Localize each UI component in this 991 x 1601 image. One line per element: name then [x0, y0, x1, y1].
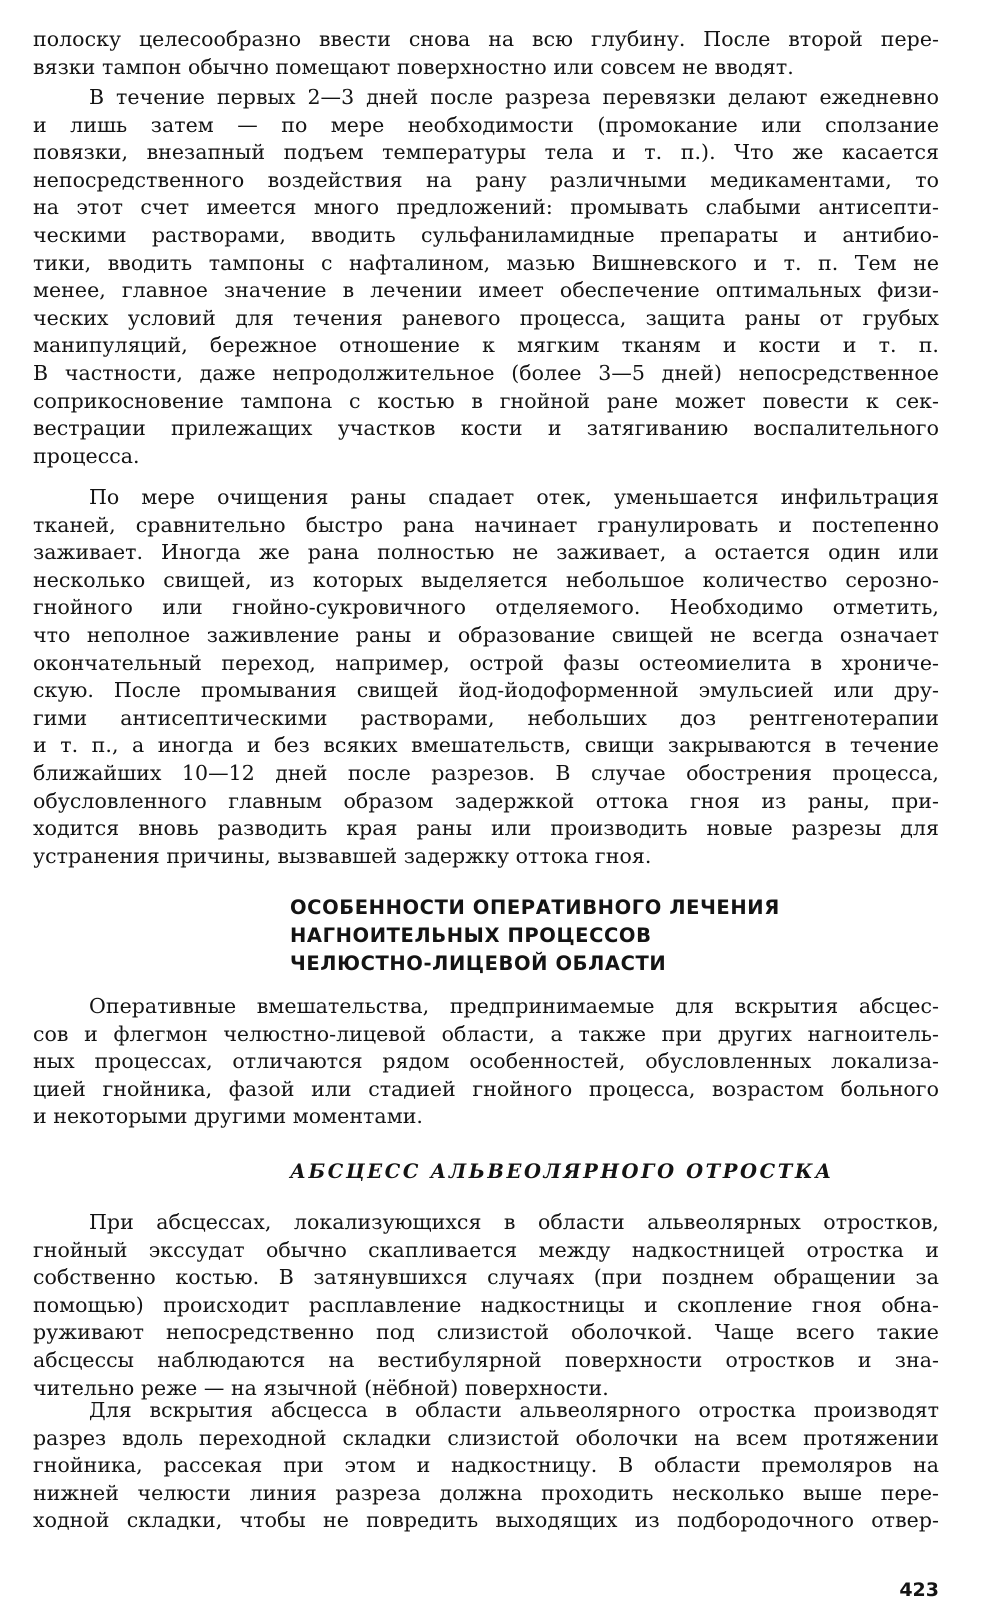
text-line: обусловленного главным образом задержкой оттока гноя из раны, при- [33, 788, 939, 813]
text-line: помощью) происходит расплавление надкостницы и скопление гноя обна- [33, 1292, 939, 1317]
text-line: гнойный экссудат обычно скапливается между надкостницей отростка и [33, 1237, 939, 1262]
text-line: соприкосновение тампона с костью в гнойной ране может повести к сек- [33, 388, 939, 413]
paragraph-incision [33, 1397, 939, 1535]
section-heading-line: ОСОБЕННОСТИ ОПЕРАТИВНОГО ЛЕЧЕНИЯ [290, 896, 780, 919]
text-line: процесса. [33, 443, 140, 468]
text-line: и некоторыми другими моментами. [33, 1104, 423, 1129]
text-line: цией гнойника, фазой или стадией гнойного процесса, возрастом больного [33, 1076, 939, 1101]
text-line: окончательный переход, например, острой фазы остеомиелита в хрониче- [33, 650, 939, 675]
text-line: тканей, сравнительно быстро рана начинает гранулировать и постепенно [33, 512, 939, 537]
text-line: гнойника, рассекая при этом и надкостницу. В области премоляров на [33, 1453, 939, 1478]
section-heading [290, 894, 910, 978]
text-line: При абсцессах, локализующихся в области альвеолярных отростков, [89, 1210, 939, 1234]
text-line: руживают непосредственно под слизистой оболочкой. Чаще всего такие [33, 1320, 939, 1345]
text-line: что неполное заживление раны и образование свищей не всегда означает [33, 622, 939, 647]
text-line: абсцессы наблюдаются на вестибулярной поверхности отростков и зна- [33, 1347, 939, 1372]
text-line: полоску целесообразно ввести снова на всю глубину. После второй пере- [33, 27, 939, 51]
text-line: манипуляций, бережное отношение к мягким тканям и кости и т. п. [33, 333, 939, 358]
text-line: В частности, даже непродолжительное (более 3—5 дней) непосредственное [33, 360, 939, 385]
text-line: ческими растворами, вводить сульфаниламидные препараты и антибио- [33, 222, 939, 247]
text-line: По мере очищения раны спадает отек, уменьшается инфильтрация [89, 485, 939, 509]
text-line: непосредственного воздействия на рану различными медикаментами, то [33, 167, 939, 192]
text-line: на этот счет имеется много предложений: промывать слабыми антисепти- [33, 195, 939, 220]
text-line: устранения причины, вызвавшей задержку оттока гноя. [33, 843, 652, 868]
text-line: сов и флегмон челюстно-лицевой области, а также при других нагноитель- [33, 1021, 939, 1046]
text-line: ных процессах, отличаются рядом особенностей, обусловленных локализа- [33, 1049, 939, 1074]
text-line: разрез вдоль переходной складки слизистой оболочки на всем протяжении [33, 1425, 939, 1450]
text-line: вязки тампон обычно помещают поверхностно или совсем не вводят. [33, 54, 794, 79]
text-line: В течение первых 2—3 дней после разреза перевязки делают ежедневно [89, 85, 939, 109]
text-line: гнойного или гнойно-сукровичного отделяемого. Необходимо отметить, [33, 595, 939, 620]
text-line: Оперативные вмешательства, предпринимаемые для вскрытия абсцес- [89, 994, 939, 1018]
paragraph-abscess [33, 1209, 939, 1402]
text-line: собственно костью. В затянувшихся случаях (при позднем обращении за [33, 1265, 939, 1290]
text-line: ходится вновь разводить края раны или производить новые разрезы для [33, 816, 939, 841]
text-line: ближайших 10—12 дней после разрезов. В случае обострения процесса, [33, 760, 939, 785]
text-line: нижней челюсти линия разреза должна проходить несколько выше пере- [33, 1480, 939, 1505]
paragraph-features [33, 993, 939, 1131]
text-line: несколько свищей, из которых выделяется небольшое количество серозно- [33, 567, 939, 592]
paragraph-dressings [33, 84, 939, 470]
paragraph-healing [33, 484, 939, 870]
text-line: вестрации прилежащих участков кости и затягиванию воспалительного [33, 416, 939, 441]
book-page [33, 26, 939, 1601]
page-number: 423 [899, 1579, 939, 1601]
text-line: и т. п., а иногда и без всяких вмешательств, свищи закрываются в течение [33, 733, 939, 758]
text-line: и лишь затем — по мере необходимости (промокание или сползание [33, 112, 939, 137]
text-line: чительно реже — на язычной (нёбной) поверхности. [33, 1375, 609, 1400]
text-line: ческих условий для течения раневого процесса, защита раны от грубых [33, 305, 939, 330]
text-line: скую. После промывания свищей йод-йодоформенной эмульсией или дру- [33, 678, 939, 703]
subsection-heading: АБСЦЕСС АЛЬВЕОЛЯРНОГО ОТРОСТКА [290, 1160, 834, 1183]
text-line: ходной складки, чтобы не повредить выходящих из подбородочного отвер- [33, 1508, 939, 1533]
section-heading-line: ЧЕЛЮСТНО-ЛИЦЕВОЙ ОБЛАСТИ [290, 952, 667, 975]
paragraph-continued [33, 26, 939, 81]
text-line: менее, главное значение в лечении имеет обеспечение оптимальных физи- [33, 278, 939, 303]
text-line: гими антисептическими растворами, небольших доз рентгенотерапии [33, 705, 939, 730]
text-line: повязки, внезапный подъем температуры тела и т. п.). Что же касается [33, 140, 939, 165]
text-line: заживает. Иногда же рана полностью не заживает, а остается один или [33, 540, 939, 565]
text-line: тики, вводить тампоны с нафталином, мазью Вишневского и т. п. Тем не [33, 250, 939, 275]
text-line: Для вскрытия абсцесса в области альвеолярного отростка производят [89, 1398, 939, 1422]
section-heading-line: НАГНОИТЕЛЬНЫХ ПРОЦЕССОВ [290, 924, 652, 947]
